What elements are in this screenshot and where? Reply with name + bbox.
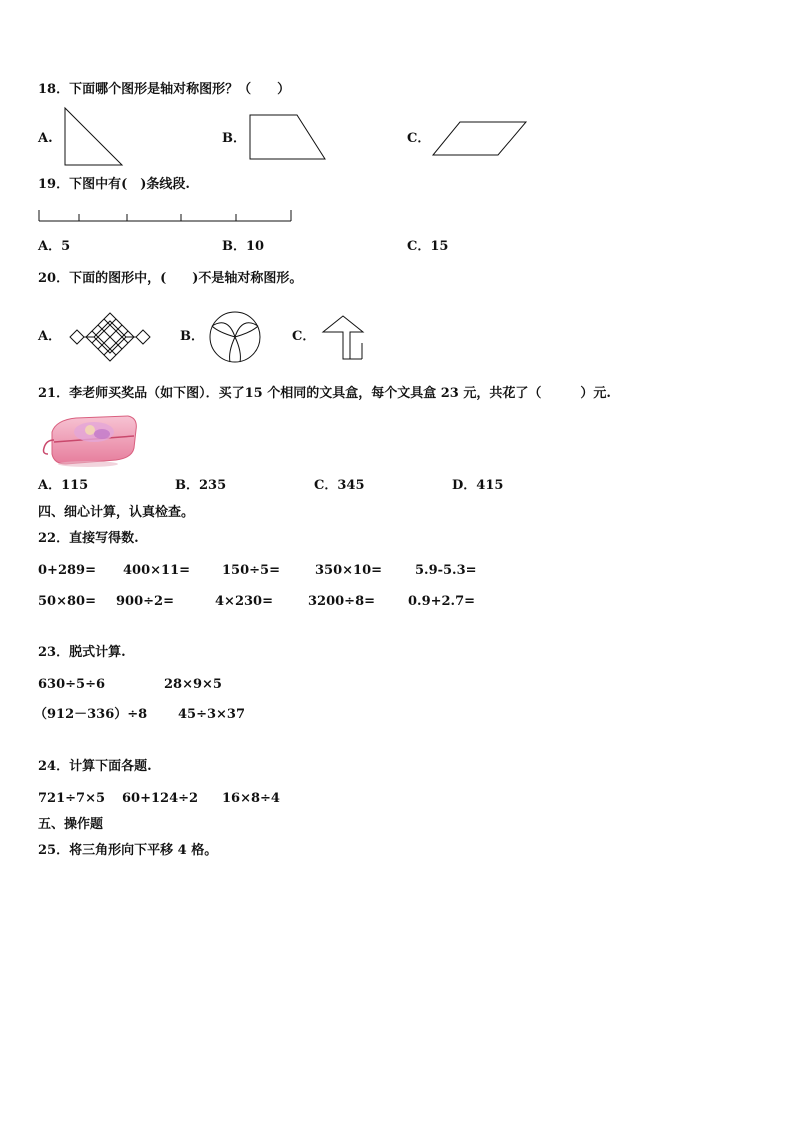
q21-option-c: C．345 xyxy=(314,478,365,493)
question-21-text: 21．李老师买奖品（如下图）．买了15 个相同的文具盒，每个文具盒 23 元，共花了（ ）元. xyxy=(38,386,611,401)
q21-option-b: B．235 xyxy=(175,478,227,493)
q22-expression: 3200÷8= xyxy=(308,594,376,609)
q20-option-a-label: A． xyxy=(38,329,62,344)
q22-expression: 0.9+2.7= xyxy=(408,594,476,609)
pencil-case-icon xyxy=(36,412,140,468)
question-23-text: 23．脱式计算. xyxy=(38,645,126,660)
q18-option-a-label: A. xyxy=(38,131,53,146)
q23-expression: 45÷3×37 xyxy=(178,707,246,722)
q24-expression: 16×8÷4 xyxy=(222,791,280,806)
circle-petals-icon xyxy=(208,310,262,364)
knot-pattern-icon xyxy=(70,311,150,363)
question-18-text: 18．下面哪个图形是轴对称图形？（ ） xyxy=(38,82,291,97)
q18-option-c-label: C． xyxy=(407,131,431,146)
question-19-text: 19．下图中有( )条线段. xyxy=(38,177,190,192)
trapezoid-icon xyxy=(249,114,329,162)
q22-expression: 900÷2= xyxy=(116,594,174,609)
q20-option-b-label: B． xyxy=(180,329,204,344)
q22-expression: 400×11= xyxy=(123,563,191,578)
segment-diagram xyxy=(38,206,294,224)
q22-expression: 150÷5= xyxy=(222,563,280,578)
q18-option-b-label: B． xyxy=(222,131,246,146)
parallelogram-icon xyxy=(432,121,528,157)
q21-option-a: A．115 xyxy=(38,478,89,493)
arrow-up-icon xyxy=(322,315,366,361)
q20-option-c-label: C． xyxy=(292,329,316,344)
q19-option-c: C．15 xyxy=(407,239,449,254)
q23-expression: （912－336）÷8 xyxy=(34,707,148,722)
q24-expression: 60+124÷2 xyxy=(122,791,199,806)
q19-option-b: B．10 xyxy=(222,239,265,254)
section-5-heading: 五、操作题 xyxy=(38,817,104,832)
question-22-text: 22．直接写得数. xyxy=(38,531,139,546)
q22-expression: 5.9-5.3= xyxy=(415,563,477,578)
q23-expression: 630÷5÷6 xyxy=(38,677,106,692)
question-20-text: 20．下面的图形中，( )不是轴对称图形。 xyxy=(38,271,303,286)
q22-expression: 50×80= xyxy=(38,594,96,609)
question-25-text: 25．将三角形向下平移 4 格。 xyxy=(38,843,218,858)
q23-expression: 28×9×5 xyxy=(164,677,222,692)
q22-expression: 4×230= xyxy=(215,594,273,609)
section-4-heading: 四、细心计算，认真检查。 xyxy=(38,505,195,520)
right-triangle-icon xyxy=(64,107,124,167)
q22-expression: 0+289= xyxy=(38,563,96,578)
question-24-text: 24．计算下面各题. xyxy=(38,759,152,774)
q22-expression: 350×10= xyxy=(315,563,383,578)
q19-option-a: A．5 xyxy=(38,239,71,254)
q24-expression: 721÷7×5 xyxy=(38,791,106,806)
q21-option-d: D．415 xyxy=(452,478,504,493)
